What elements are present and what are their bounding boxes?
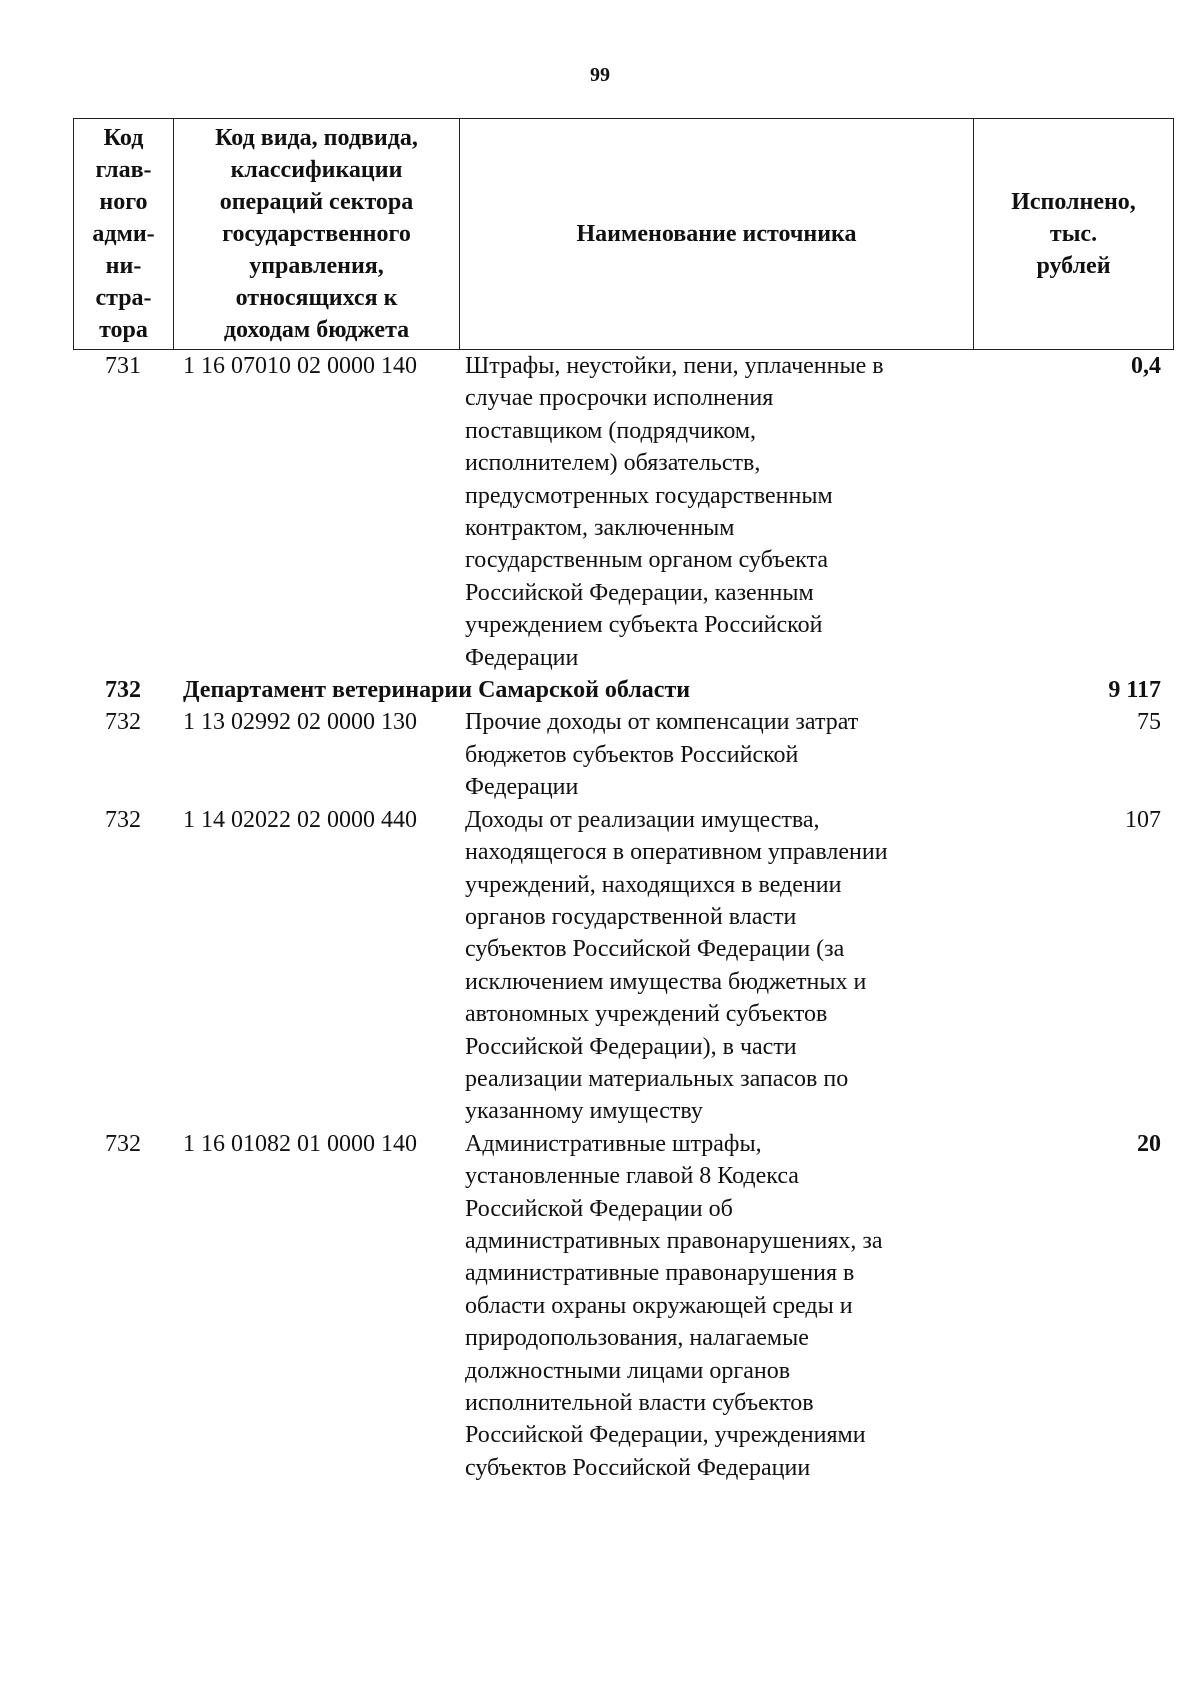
amount-cell: 0,4 <box>1131 353 1161 379</box>
classification-code-cell: 1 13 02992 02 0000 130 <box>183 709 417 736</box>
source-name-cell: Прочие доходы от компенсации затрат бюджетов субъектов Российской Федерации <box>465 709 859 801</box>
admin-code-cell: 732 <box>105 1130 141 1157</box>
amount-cell: 20 <box>1137 1130 1161 1157</box>
source-name-cell: Доходы от реализации имущества, находящегося в оперативном управлении учреждений, находящихся в ведении органов государственной власти субъектов Российской Федерации (за исключением имущества бюджетных и автономных учреждений субъектов Российской Федерации), в части реализации материальных запасов по указанному имуществу <box>465 806 888 1125</box>
table-body <box>73 350 1173 1484</box>
source-name-cell: Административные штрафы, установленные главой 8 Кодекса Российской Федерации об административных правонарушениях, за административные правонарушения в области охраны окружающей среды и природопользования, налагаемые должностными лицами органов исполнительной власти субъектов Российской Федерации, учреждениями субъектов Российской Федерации <box>465 1130 883 1481</box>
department-row <box>73 674 1173 706</box>
amount-cell: 107 <box>1125 806 1161 833</box>
classification-code-cell: 1 16 07010 02 0000 140 <box>183 353 417 379</box>
header-classification-code: Код вида, подвида, классификации операций сектора государственного управления, относящихся к доходам бюджета <box>174 119 460 350</box>
admin-code-cell: 732 <box>105 709 141 736</box>
header-source-name: Наименование источника <box>460 119 974 350</box>
header-amount: Исполнено, тыс. рублей <box>974 119 1174 350</box>
department-name: Департамент ветеринарии Самарской области <box>183 677 691 704</box>
header-admin-code: Код глав- ного адми- ни- стра- тора <box>74 119 174 350</box>
department-total: 9 117 <box>1108 677 1161 704</box>
table-row <box>73 706 1173 803</box>
table-row <box>73 350 1173 674</box>
table-row <box>73 1128 1173 1484</box>
classification-code-cell: 1 14 02022 02 0000 440 <box>183 806 417 833</box>
admin-code-cell: 732 <box>105 806 141 833</box>
page-number: 99 <box>590 64 610 86</box>
amount-cell: 75 <box>1137 709 1161 736</box>
classification-code-cell: 1 16 01082 01 0000 140 <box>183 1130 417 1157</box>
source-name-cell: Штрафы, неустойки, пени, уплаченные в случае просрочки исполнения поставщиком (подрядчиком, исполнителем) обязательств, предусмотренных государственным контрактом, заключенным государственным органом субъекта Российской Федерации, казенным учреждением субъекта Российской Федерации <box>465 353 884 671</box>
admin-code-cell: 732 <box>105 677 141 704</box>
table-row <box>73 804 1173 1128</box>
admin-code-cell: 731 <box>105 353 141 379</box>
table-header <box>73 118 1174 350</box>
